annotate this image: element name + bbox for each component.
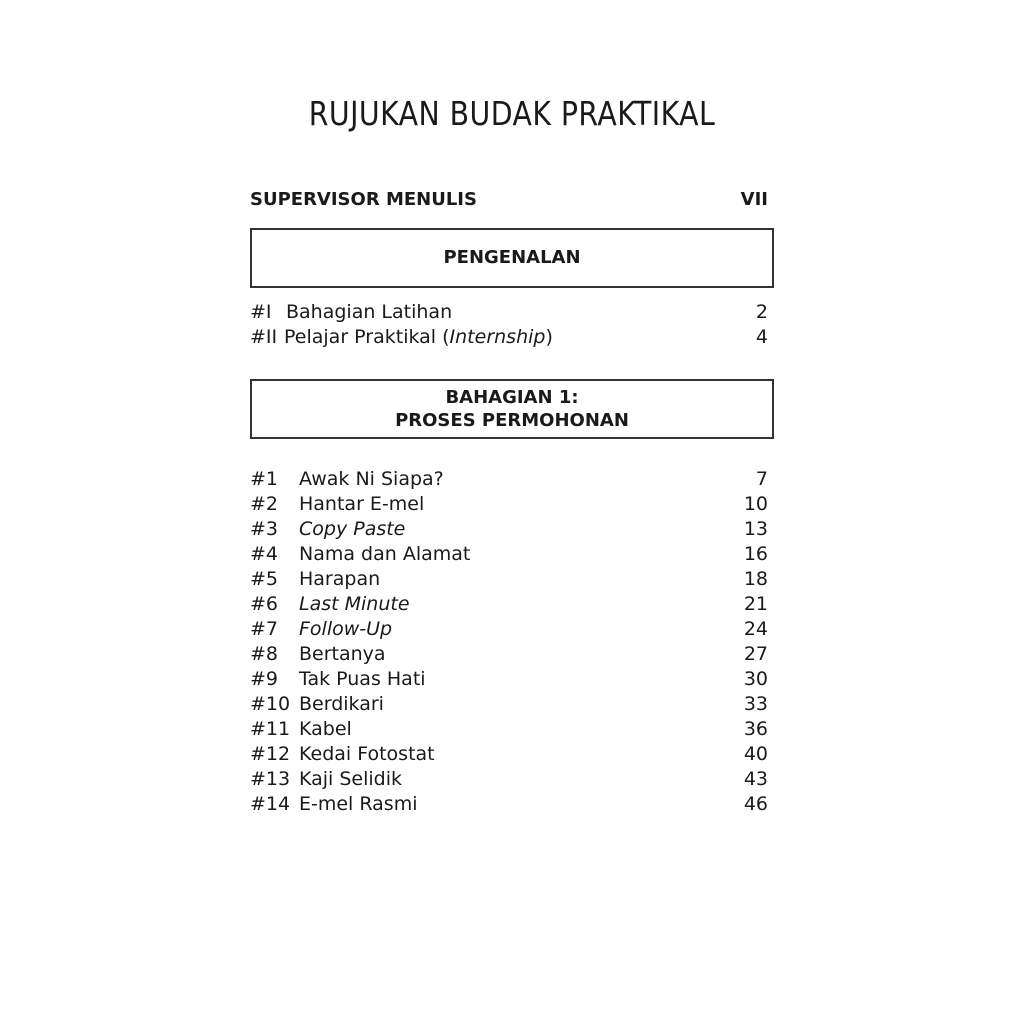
toc-entry-chapter[interactable] bbox=[250, 516, 774, 541]
page-title: RUJUKAN BUDAK PRAKTIKAL bbox=[308, 94, 716, 133]
entry-title: Kabel bbox=[299, 717, 352, 740]
entry-title: Tak Puas Hati bbox=[299, 667, 426, 690]
entry-number: #7 bbox=[250, 617, 279, 640]
entry-title: Berdikari bbox=[299, 692, 384, 715]
entry-title: Hantar E-mel bbox=[299, 492, 425, 515]
toc-entry-intro-1[interactable] bbox=[250, 299, 774, 324]
toc-entry-chapter[interactable] bbox=[250, 466, 774, 491]
toc-entry-chapter[interactable] bbox=[250, 741, 774, 766]
entry-page: 24 bbox=[743, 617, 768, 640]
toc-entry-chapter[interactable] bbox=[250, 791, 774, 816]
entry-number: #9 bbox=[250, 667, 279, 690]
entry-title: Awak Ni Siapa? bbox=[299, 467, 444, 490]
entry-number: #II bbox=[250, 325, 278, 348]
foreword-label: SUPERVISOR MENULIS bbox=[250, 188, 477, 210]
entry-page: 13 bbox=[743, 517, 768, 540]
entry-title: Nama dan Alamat bbox=[299, 542, 471, 565]
entry-title-pre: Pelajar Praktikal ( bbox=[284, 325, 450, 348]
entry-page: 27 bbox=[743, 642, 768, 665]
toc-entry-chapter[interactable] bbox=[250, 766, 774, 791]
section-heading-part1-line2: PROSES PERMOHONAN bbox=[395, 410, 629, 431]
entry-title bbox=[284, 326, 756, 348]
entry-title: Kedai Fotostat bbox=[299, 742, 435, 765]
entry-title: Bertanya bbox=[299, 642, 386, 665]
entry-number: #10 bbox=[250, 692, 291, 715]
section-heading-part1-line1: BAHAGIAN 1: bbox=[445, 387, 579, 408]
entry-page: 10 bbox=[743, 492, 768, 515]
entry-page: 33 bbox=[743, 692, 768, 715]
entry-title: Kaji Selidik bbox=[299, 767, 403, 790]
entry-title: Last Minute bbox=[299, 592, 410, 615]
toc-entry-intro-2[interactable] bbox=[250, 324, 774, 349]
toc-entry-chapter[interactable] bbox=[250, 541, 774, 566]
entry-page: 7 bbox=[755, 467, 768, 490]
entry-number: #I bbox=[250, 300, 272, 323]
toc-entry-chapter[interactable] bbox=[250, 491, 774, 516]
toc-entry-chapter[interactable] bbox=[250, 591, 774, 616]
entry-page: 4 bbox=[755, 325, 768, 348]
entry-page: 21 bbox=[743, 592, 768, 615]
entry-number: #3 bbox=[250, 517, 279, 540]
entry-number: #14 bbox=[250, 792, 291, 815]
section-heading-intro bbox=[250, 228, 774, 288]
entry-number: #12 bbox=[250, 742, 291, 765]
toc-entry-chapter[interactable] bbox=[250, 641, 774, 666]
entry-number: #6 bbox=[250, 592, 279, 615]
section-heading-intro-text: PENGENALAN bbox=[443, 247, 581, 268]
entry-number: #5 bbox=[250, 567, 279, 590]
entry-title-italic: Internship bbox=[449, 325, 546, 348]
entry-page: 46 bbox=[743, 792, 768, 815]
toc-entry-chapter[interactable] bbox=[250, 566, 774, 591]
entry-title: Follow-Up bbox=[299, 617, 393, 640]
entry-page: 36 bbox=[743, 717, 768, 740]
foreword-page: VII bbox=[740, 188, 768, 210]
entry-title: E-mel Rasmi bbox=[299, 792, 418, 815]
entry-number: #1 bbox=[250, 467, 279, 490]
entry-page: 40 bbox=[743, 742, 768, 765]
entry-number: #4 bbox=[250, 542, 279, 565]
intro-entry-list bbox=[250, 299, 774, 349]
chapter-entry-list bbox=[250, 466, 774, 816]
entry-page: 18 bbox=[743, 567, 768, 590]
entry-page: 30 bbox=[743, 667, 768, 690]
entry-title: Copy Paste bbox=[299, 517, 406, 540]
toc-entry-chapter[interactable] bbox=[250, 691, 774, 716]
toc-entry-chapter[interactable] bbox=[250, 616, 774, 641]
entry-page: 2 bbox=[755, 300, 768, 323]
section-heading-part1 bbox=[250, 379, 774, 439]
entry-page: 43 bbox=[743, 767, 768, 790]
toc-entry-chapter[interactable] bbox=[250, 666, 774, 691]
entry-title: Bahagian Latihan bbox=[286, 300, 453, 323]
toc-entry-chapter[interactable] bbox=[250, 716, 774, 741]
entry-title: Harapan bbox=[299, 567, 381, 590]
entry-number: #2 bbox=[250, 492, 279, 515]
foreword-entry[interactable] bbox=[250, 185, 774, 213]
entry-title-post: ) bbox=[545, 325, 553, 348]
entry-number: #8 bbox=[250, 642, 279, 665]
entry-number: #11 bbox=[250, 717, 291, 740]
entry-number: #13 bbox=[250, 767, 291, 790]
entry-page: 16 bbox=[743, 542, 768, 565]
